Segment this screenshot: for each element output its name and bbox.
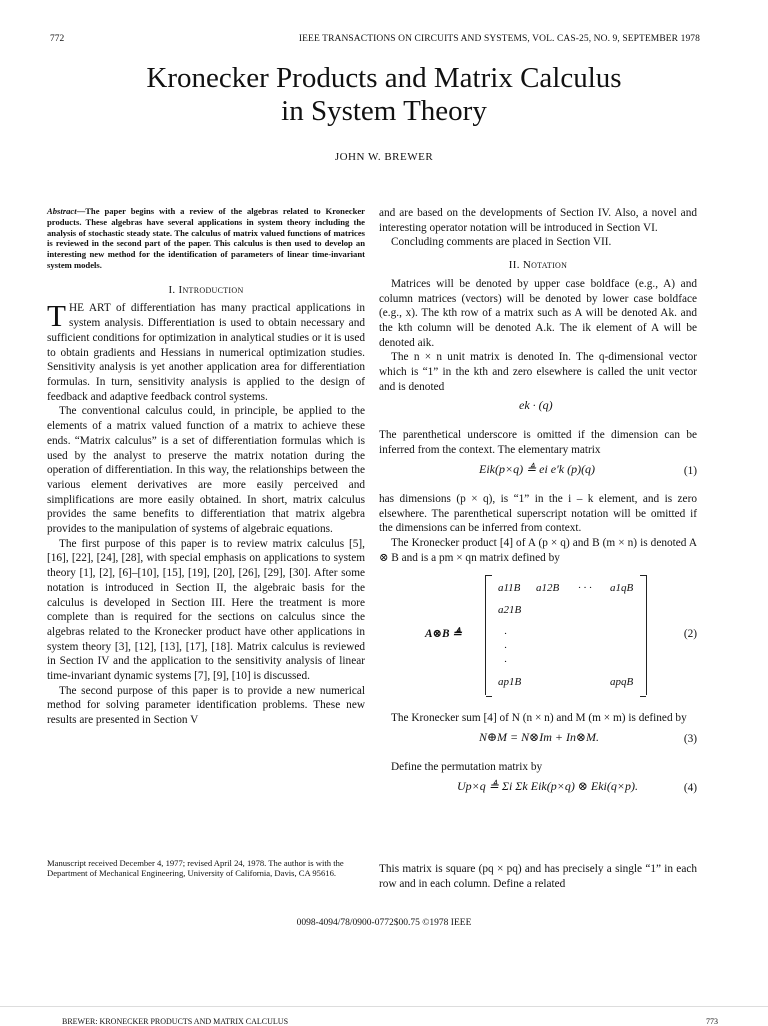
equation-unit-vector: ek · (q)	[519, 398, 553, 413]
title-line-1: Kronecker Products and Matrix Calculus	[146, 62, 622, 94]
copyright-line: 0098-4094/78/0900-0772$00.75 ©1978 IEEE	[296, 918, 472, 928]
abstract	[47, 206, 365, 271]
notation-paragraph-7: Define the permutation matrix by	[391, 761, 543, 774]
title-line-2: in System Theory	[281, 95, 487, 127]
notation-paragraph-2: The n × n unit matrix is denoted In. The q-dimensional vector which is “1” in the kth and zero elsewhere is called the unit vector and is denoted	[379, 351, 697, 393]
equation-4-number: (4)	[683, 781, 697, 794]
matrix-cell: ·	[504, 642, 507, 655]
section-heading-notation: II. Notation	[508, 259, 568, 272]
matrix-cell: a11B	[498, 582, 521, 595]
abstract-text: —The paper begins with a review of the algebras related to Kronecker products. These algebras have several applications in system theory including the analysis of stochastic steady state. The calculus of matrix valued functions of matrices is reviewed in the second part of the paper. This calculus is then used to develop an interesting new method for the identification of parameters of linear time-invariant system models.	[47, 206, 365, 270]
section-heading-introduction: I. Introduction	[168, 283, 244, 296]
equation-2-kronecker-matrix	[379, 571, 697, 703]
matrix-cell: ·	[504, 628, 507, 641]
abstract-label: Abstract	[47, 206, 77, 216]
equation-4	[379, 777, 697, 805]
right-paragraph-2: Concluding comments are placed in Section VII.	[391, 236, 612, 249]
page-number: 772	[50, 34, 65, 44]
matrix-cell: ap1B	[498, 676, 522, 689]
matrix-cell: a12B	[536, 582, 560, 595]
footnote: Manuscript received December 4, 1977; revised April 24, 1978. The author is with the Department of Mechanical Engineering, University of California, Davis, CA 95616.	[47, 858, 344, 878]
partitioned-matrix	[485, 575, 647, 695]
equation-3	[379, 728, 697, 756]
intro-paragraph-1: THE ART of differentiation has many practical applications in system analysis. Differentiation is used to obtain necessary and sufficient conditions for optimization in analytical studies or it is used to obtain gradients and Hessians in numerical optimization studies. Sensitivity analysis is yet another application area for differentiation formulas. In turn, sensitivity analysis is applied to the design of feedback and adaptive feedback control systems.	[47, 298, 365, 403]
equation-2-number: (2)	[683, 628, 697, 641]
matrix-cell: apqB	[610, 676, 634, 689]
intro-paragraph-2: The conventional calculus could, in principle, be applied to the elements of a matrix valued function of a matrix to achieve these ends. “Matrix calculus” is a set of differentiation formulas which is used by the analyst to preserve the matrix notation during the operation of differentiation. In this way, the relationships between the various element derivatives are more easily perceived and simplifications are more easily obtained. In short, matrix calculus provides the same benefits to differentiation that matrix algebra provides to the manipulation of systems of algebraic equations.	[47, 405, 365, 536]
equation-1-number: (1)	[683, 464, 697, 477]
right-column	[379, 206, 697, 809]
next-page-number: 773	[706, 1017, 718, 1026]
matrix-cell: ·	[504, 656, 507, 669]
intro-paragraph-4: The second purpose of this paper is to provide a new numerical method for solving parameter identification problems. These new results are presented in Section V	[47, 684, 365, 727]
notation-paragraph-3: The parenthetical underscore is omitted if the dimension can be inferred from the context. The elementary matrix	[379, 429, 697, 457]
equation-2-lhs: A⊗B ≜	[425, 628, 462, 641]
notation-paragraph-6: The Kronecker sum [4] of N (n × n) and M (m × m) is defined by	[391, 712, 687, 725]
journal-citation: IEEE TRANSACTIONS ON CIRCUITS AND SYSTEMS, VOL. CAS-25, NO. 9, SEPTEMBER 1978	[298, 34, 700, 44]
notation-paragraph-4: has dimensions (p × q), is “1” in the i – k element, and is zero elsewhere. The parenthetical superscript notation will be omitted if the dimensions can be inferred from context.	[379, 492, 697, 535]
notation-paragraph-5: The Kronecker product [4] of A (p × q) and B (m × n) is denoted A ⊗ B and is a pm × qn matrix defined by	[379, 536, 697, 564]
notation-paragraph-1: Matrices will be denoted by upper case boldface (e.g., A) and column matrices (vectors) will be denoted by lower case boldface (e.g., x). The kth row of a matrix such as A will be denoted Ak. and the kth column will be denoted A.k. The ik element of A will be denoted aik.	[379, 277, 697, 349]
author-name: JOHN W. BREWER	[334, 151, 434, 163]
page-divider	[0, 1006, 768, 1007]
equation-4-body: Up×q ≜ Σi Σk Eik(p×q) ⊗ Eki(q×p).	[457, 778, 638, 793]
right-paragraph-1: and are based on the developments of Section IV. Also, a novel and interesting operator notation will be introduced in Section VI.	[379, 207, 697, 234]
intro-paragraph-3: The first purpose of this paper is to review matrix calculus [5], [16], [22], [24], [28], with special emphasis on applications to system theory [1], [2], [6]–[10], [15], [19], [20], [26], [29], [30]. After some notation is introduced in Section II, the algebraic basis for the calculus is developed in Section III. Here the treatment is more complete than is required for the sections on calculus since the algebras related to the Kronecker product have other applications in system theory [3], [12], [13], [17], [18]. Matrix calculus is reviewed in Section IV and the application to the sensitivity analysis of linear time-invariant dynamic systems [7], [9], [10] is discussed.	[47, 537, 365, 683]
left-column	[47, 206, 365, 728]
equation-1-body: Eik(p×q) ≜ ei e′k (p)(q)	[479, 461, 596, 476]
paper-title	[0, 62, 768, 128]
matrix-cell: a1qB	[610, 582, 634, 595]
matrix-cell: a21B	[498, 604, 522, 617]
right-column-bottom: This matrix is square (pq × pq) and has precisely a single “1” in each row and in each column. Define a related	[379, 863, 697, 890]
equation-3-body: N⊕M = N⊗Im + In⊗M.	[479, 730, 600, 745]
matrix-cell: · · ·	[578, 582, 592, 595]
equation-3-number: (3)	[683, 733, 697, 746]
drop-cap: T	[47, 298, 66, 334]
next-page-running-title: BREWER: KRONECKER PRODUCTS AND MATRIX CALCULUS	[62, 1017, 289, 1026]
equation-1	[379, 460, 697, 488]
